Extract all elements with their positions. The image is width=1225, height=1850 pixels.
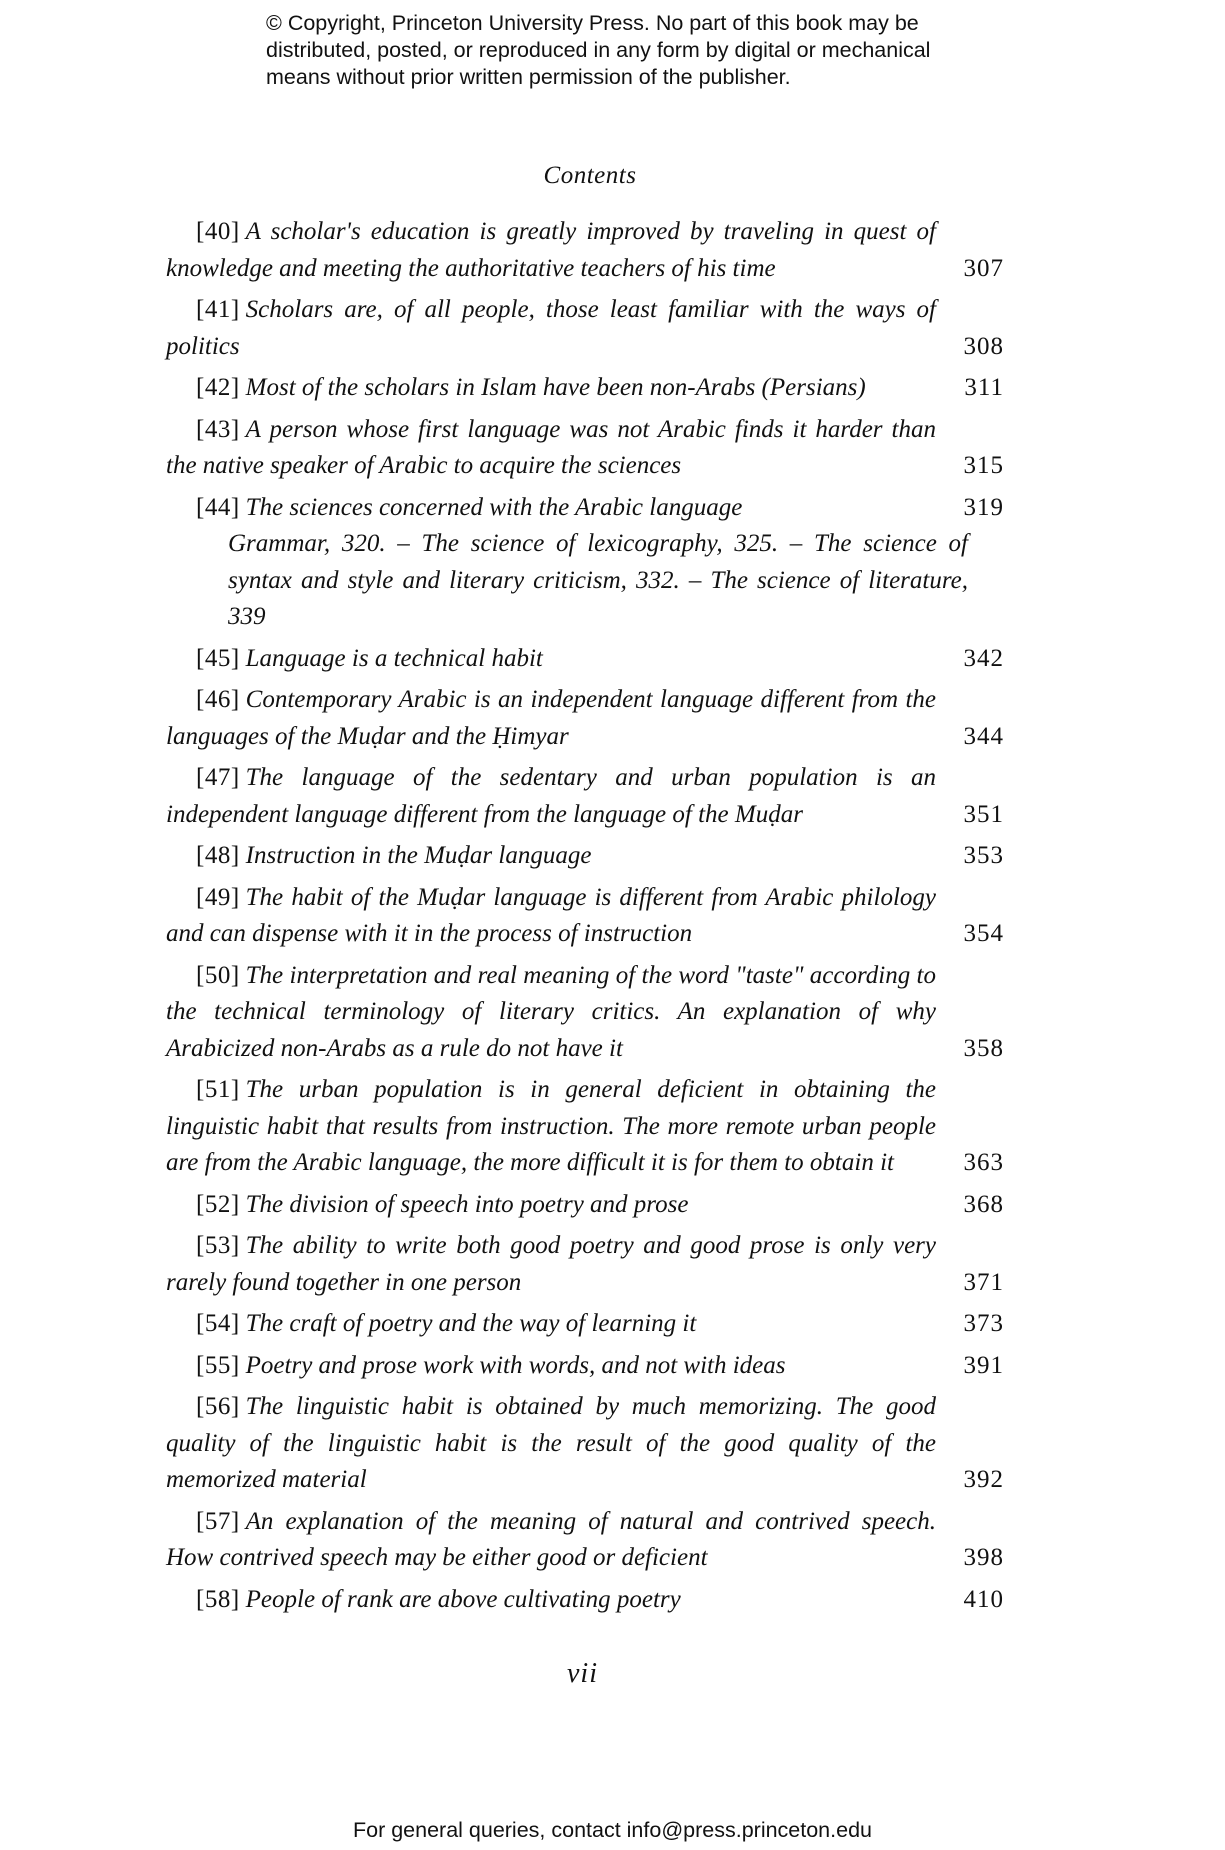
page-title: Contents — [543, 162, 637, 189]
toc-entry-page: 353 — [963, 842, 1004, 869]
toc-entry-title: Contemporary Arabic is an independent language different from the languages of the Muḍar and the Ḥimyar — [166, 686, 936, 750]
toc-entry-page: 358 — [963, 1034, 1004, 1062]
toc-entry-number: [53] — [196, 1232, 240, 1259]
toc-entry — [166, 412, 1004, 485]
toc-entry-number: [47] — [196, 764, 240, 791]
toc-entry-page: 398 — [963, 1544, 1004, 1571]
toc-entry — [166, 760, 1004, 833]
toc-entry-number: [57] — [196, 1507, 240, 1535]
toc-entry — [166, 1504, 1004, 1577]
toc-entry-page: 391 — [963, 1351, 1004, 1379]
toc-entry — [166, 1187, 1004, 1224]
toc-entry-title: The division of speech into poetry and prose — [245, 1190, 689, 1218]
toc-entry-text — [166, 838, 936, 875]
toc-entry-page: 368 — [963, 1190, 1004, 1218]
toc-entry-number: [56] — [196, 1393, 240, 1420]
toc-entry-text — [166, 292, 936, 365]
toc-entry-title: The habit of the Muḍar language is different from Arabic philology and can dispense with it in the process of instruction — [166, 883, 936, 947]
toc-entry-text — [166, 1072, 936, 1182]
toc-entry — [166, 1389, 1004, 1499]
toc-entry-number: [54] — [196, 1310, 240, 1337]
toc-entry-text — [166, 1228, 936, 1301]
copyright-line: © Copyright, Princeton University Press. No part of this book may be — [266, 11, 919, 35]
toc-entry-page: 315 — [963, 452, 1004, 479]
toc-entry — [166, 641, 1004, 678]
toc-entry-number: [55] — [196, 1351, 240, 1379]
toc-entry-title: Language is a technical habit — [245, 644, 543, 672]
toc-entry-text — [166, 214, 936, 287]
toc-entry-text — [166, 1582, 936, 1619]
toc-entry-number: [43] — [196, 415, 240, 443]
copyright-line: distributed, posted, or reproduced in any form by digital or mechanical — [266, 38, 931, 62]
toc-entry — [166, 1306, 1004, 1343]
toc-entry-page: 351 — [963, 800, 1004, 828]
toc-entry-text — [166, 958, 936, 1068]
toc-entry-subtopics: Grammar, 320. – The science of lexicography, 325. – The science of syntax and style and literary criticism, 332. – The science of literature, 339 — [228, 530, 968, 630]
toc-entry — [166, 880, 1004, 953]
toc-entry-text — [166, 490, 936, 527]
toc-entry — [166, 214, 1004, 287]
toc-entry-number: [51] — [196, 1076, 240, 1103]
copyright-notice — [266, 10, 986, 91]
toc-entry — [166, 292, 1004, 365]
toc-entry-title: The craft of poetry and the way of learning it — [245, 1310, 697, 1337]
toc-entry-title: The sciences concerned with the Arabic language — [245, 493, 743, 521]
toc-entry-title: Scholars are, of all people, those least familiar with the ways of politics — [166, 296, 936, 360]
toc-entry-title: The ability to write both good poetry and good prose is only very rarely found together in one person — [166, 1232, 936, 1296]
toc-entry-page: 308 — [963, 332, 1004, 360]
toc-entry-number: [48] — [196, 842, 240, 869]
copyright-line: means without prior written permission of the publisher. — [266, 65, 791, 89]
toc-entry-page: 363 — [963, 1149, 1004, 1176]
toc-entry-title: Most of the scholars in Islam have been non-Arabs (Persians) — [245, 374, 866, 401]
toc-entry-number: [46] — [196, 686, 240, 713]
toc-entry-text — [166, 760, 936, 833]
toc-entry-number: [44] — [196, 493, 240, 521]
toc-entry — [166, 1228, 1004, 1301]
toc-entry-number: [50] — [196, 961, 240, 989]
toc-entry — [166, 1072, 1004, 1182]
toc-entry-page: 307 — [963, 254, 1004, 282]
toc-entry-title: People of rank are above cultivating poetry — [245, 1585, 681, 1613]
toc-entry-title: A person whose first language was not Arabic finds it harder than the native speaker of Arabic to acquire the sciences — [166, 415, 936, 479]
toc-entry-text — [166, 1504, 936, 1577]
toc-entry-title: The urban population is in general deficient in obtaining the linguistic habit that results from instruction. The more remote urban people are from the Arabic language, the more difficult it is for them to obtain it — [166, 1076, 936, 1176]
toc-entry-title: The language of the sedentary and urban population is an independent language different from the language of the Muḍar — [166, 764, 936, 828]
toc-entry — [166, 1348, 1004, 1385]
toc-entry — [166, 370, 1004, 407]
toc-entry — [166, 958, 1004, 1068]
toc-entry — [166, 490, 1004, 636]
toc-entry-title: A scholar's education is greatly improved by traveling in quest of knowledge and meeting the authoritative teachers of his time — [166, 218, 936, 282]
toc-entry-page: 373 — [963, 1310, 1004, 1337]
table-of-contents — [166, 214, 1004, 1623]
toc-entry — [166, 1582, 1004, 1619]
toc-entry-text — [166, 1187, 936, 1224]
toc-entry-page: 344 — [963, 722, 1004, 750]
toc-entry — [166, 682, 1004, 755]
toc-entry-page: 319 — [963, 493, 1004, 521]
toc-entry-number: [49] — [196, 883, 240, 911]
toc-entry-page: 342 — [963, 644, 1004, 672]
toc-entry-page: 410 — [963, 1585, 1004, 1613]
toc-entry-text — [166, 1389, 936, 1499]
toc-entry-text — [166, 1348, 936, 1385]
toc-entry-number: [40] — [196, 218, 240, 245]
toc-entry-title: Instruction in the Muḍar language — [245, 842, 592, 869]
toc-entry-page: 354 — [963, 920, 1004, 947]
toc-entry-text — [166, 370, 936, 407]
page-folio: vii — [567, 1658, 598, 1689]
toc-entry-page: 371 — [963, 1268, 1004, 1296]
toc-entry-title: The linguistic habit is obtained by much memorizing. The good quality of the linguistic habit is the result of the good quality of the memorized material — [166, 1393, 936, 1493]
toc-entry-text — [166, 1306, 936, 1343]
toc-entry-text — [166, 682, 936, 755]
footer-contact: For general queries, contact info@press.princeton.edu — [352, 1818, 872, 1842]
toc-entry-number: [45] — [196, 644, 240, 672]
toc-entry-page: 392 — [963, 1466, 1004, 1493]
toc-entry — [166, 838, 1004, 875]
toc-entry-title: An explanation of the meaning of natural and contrived speech. How contrived speech may be either good or deficient — [166, 1507, 936, 1571]
toc-entry-text — [166, 880, 936, 953]
toc-entry-number: [52] — [196, 1190, 240, 1218]
toc-entry-title: The interpretation and real meaning of the word "taste" according to the technical terminology of literary critics. An explanation of why Arabicized non-Arabs as a rule do not have it — [166, 961, 936, 1062]
toc-entry-number: [41] — [196, 296, 240, 323]
toc-entry-number: [58] — [196, 1585, 240, 1613]
toc-entry-text — [166, 412, 936, 485]
toc-entry-text — [166, 641, 936, 678]
toc-entry-page: 311 — [964, 374, 1004, 401]
toc-entry-number: [42] — [196, 374, 240, 401]
toc-entry-title: Poetry and prose work with words, and not with ideas — [245, 1351, 786, 1379]
